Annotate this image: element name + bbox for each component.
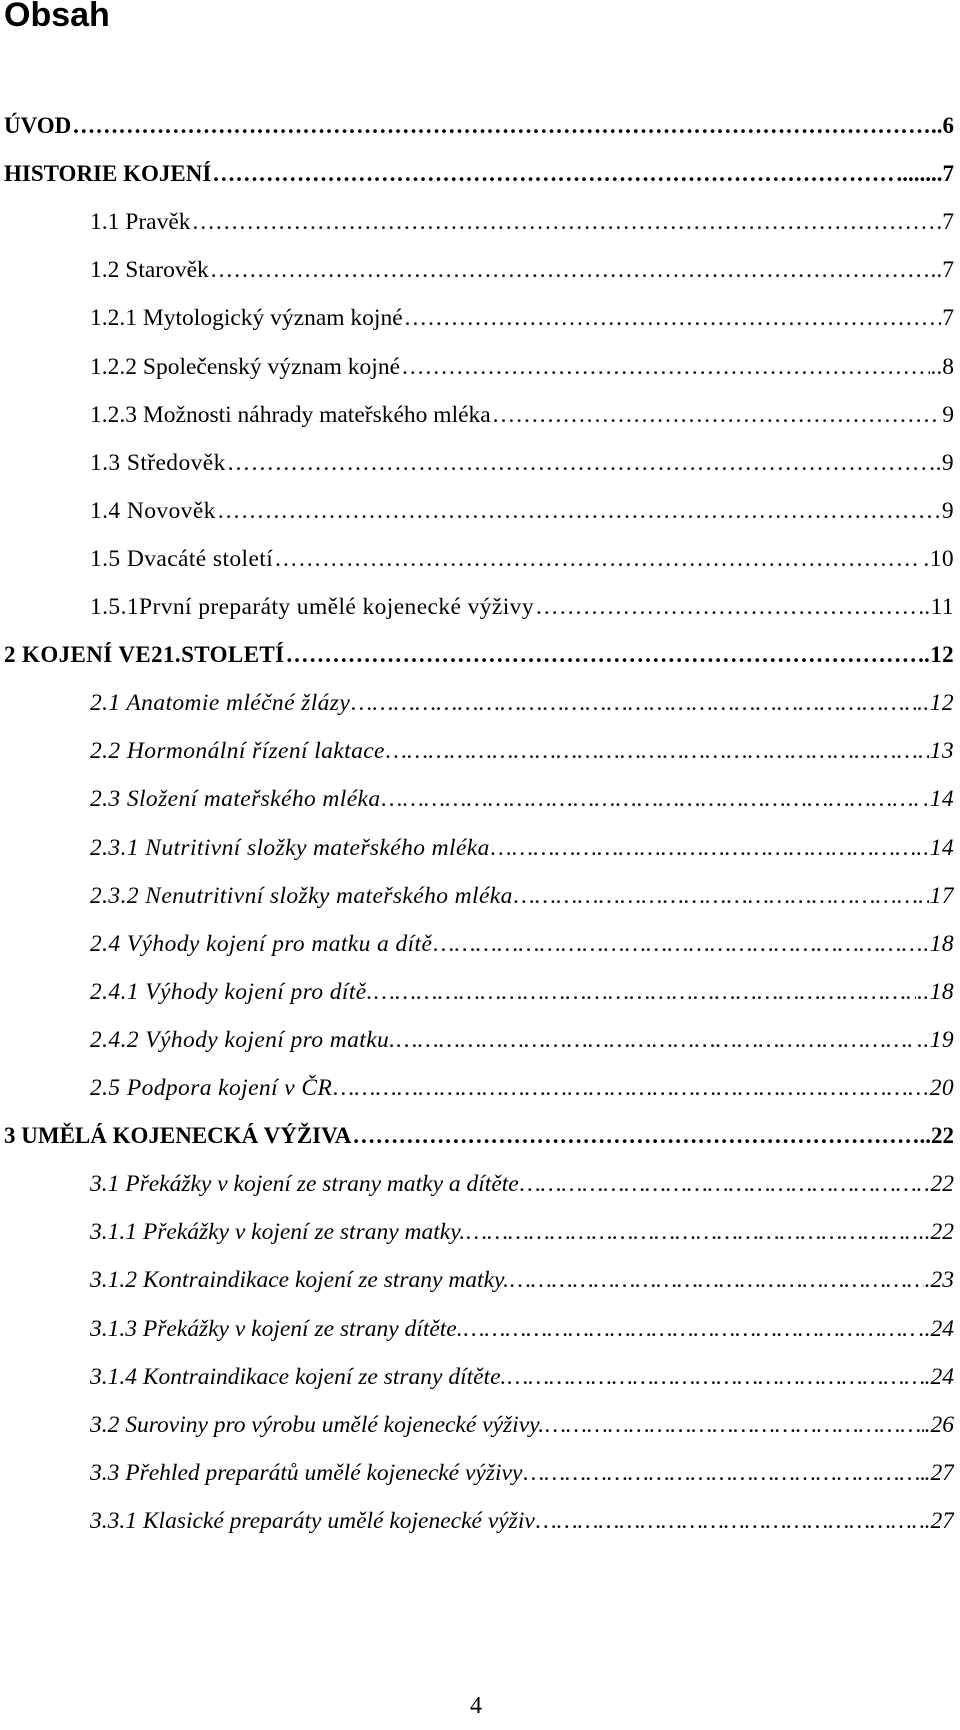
- toc-label: 3.1.2 Kontraindikace kojení ze strany matky.: [90, 1267, 510, 1293]
- dot-leader: [510, 1260, 924, 1300]
- toc-label: 3.2 Suroviny pro výrobu umělé kojenecké výživy.: [90, 1412, 545, 1438]
- toc-entry-1-2[interactable]: [90, 250, 954, 290]
- dot-leader: [382, 779, 923, 819]
- toc-entry-3-1-3[interactable]: [90, 1309, 954, 1349]
- toc-entry-3-1[interactable]: [90, 1164, 954, 1204]
- toc-label: 2.5 Podpora kojení v ČR: [90, 1075, 333, 1101]
- toc-label: 2.1 Anatomie mléčné žlázy: [90, 690, 351, 716]
- toc-label: ÚVOD: [4, 113, 72, 138]
- toc-label: 2.3.2 Nenutritivní složky mateřského mléka: [90, 883, 513, 909]
- toc-page: ..18: [917, 931, 954, 957]
- dot-leader: [433, 924, 916, 964]
- dot-leader: [274, 539, 922, 579]
- toc-page: ........7: [896, 161, 954, 186]
- dot-leader: [536, 1501, 924, 1541]
- dot-leader: [535, 587, 923, 627]
- toc-label: 1.1 Pravěk: [90, 209, 191, 235]
- toc-page: ..7: [930, 257, 954, 283]
- toc-page: .11: [924, 594, 954, 620]
- toc-label: HISTORIE KOJENÍ: [4, 161, 212, 186]
- dot-leader: [352, 1116, 918, 1156]
- dot-leader: [192, 202, 936, 242]
- toc-page: .26: [924, 1412, 954, 1438]
- toc-label: 1.5.1První preparáty umělé kojenecké výživy: [90, 594, 534, 620]
- dot-leader: [520, 1164, 930, 1204]
- toc-entry-2-3-1[interactable]: [90, 828, 954, 868]
- dot-leader: [466, 1212, 918, 1252]
- toc-page: .7: [936, 209, 954, 235]
- toc-label: 3.3 Přehled preparátů umělé kojenecké výživy: [90, 1460, 523, 1486]
- toc-entry-2-5[interactable]: [90, 1068, 954, 1108]
- toc-page: .14: [923, 835, 954, 861]
- toc-page: .27: [924, 1508, 954, 1534]
- toc-entry-3-umela-vyziva[interactable]: [4, 1116, 954, 1156]
- toc-label: 2.4.2 Výhody kojení pro matku.: [90, 1027, 396, 1053]
- dot-leader: [545, 1405, 923, 1445]
- toc-entry-1-2-1[interactable]: [90, 298, 954, 338]
- toc-entry-3-1-1[interactable]: [90, 1212, 954, 1252]
- toc-label: 3.1.3 Překážky v kojení ze strany dítěte.: [90, 1316, 463, 1342]
- page-number: 4: [470, 1693, 482, 1719]
- dot-leader: [333, 1068, 922, 1108]
- toc-page: ..8: [930, 354, 954, 380]
- dot-leader: [404, 298, 942, 338]
- dot-leader: [514, 876, 929, 916]
- toc-entry-1-2-2[interactable]: [90, 347, 954, 387]
- toc-entry-1-4[interactable]: [90, 491, 954, 531]
- toc-label: 2.2 Hormonální řízení laktace: [90, 738, 385, 764]
- toc-label: 3.3.1 Klasické preparáty umělé kojenecké výživ: [90, 1508, 535, 1534]
- page-title: Obsah: [4, 0, 110, 34]
- toc-entry-2-1[interactable]: [90, 683, 954, 723]
- dot-leader: [492, 395, 942, 435]
- toc-page: ..22: [919, 1123, 954, 1148]
- toc-page: .27: [924, 1460, 954, 1486]
- toc-entry-3-3-1[interactable]: [90, 1501, 954, 1541]
- toc-page: ..12: [917, 690, 954, 716]
- toc-page: 9: [942, 402, 954, 428]
- toc-label: 3.1.4 Kontraindikace kojení ze strany dítěte.: [90, 1364, 507, 1390]
- dot-leader: [464, 1309, 918, 1349]
- toc-entry-2-4-2[interactable]: [90, 1020, 954, 1060]
- toc-page: .20: [923, 1075, 954, 1101]
- toc-page: ..18: [917, 979, 954, 1005]
- dot-leader: [217, 491, 941, 531]
- dot-leader: [285, 635, 923, 675]
- toc-page: 22: [930, 1171, 954, 1197]
- toc-entry-1-1[interactable]: [90, 202, 954, 242]
- toc-entry-2-3[interactable]: [90, 779, 954, 819]
- toc-entry-historie-kojeni[interactable]: [4, 154, 954, 194]
- toc-entry-2-kojeni[interactable]: [4, 635, 954, 675]
- toc-entry-3-2[interactable]: [90, 1405, 954, 1445]
- dot-leader: [227, 443, 929, 483]
- toc-label: 2.4 Výhody kojení pro matku a dítě: [90, 931, 433, 957]
- toc-entry-3-1-4[interactable]: [90, 1357, 954, 1397]
- toc-label: 2 KOJENÍ VE21.STOLETÍ: [4, 642, 285, 667]
- toc-page: ..9: [929, 450, 954, 476]
- toc-label: 1.2.1 Mytologický význam kojné: [90, 305, 403, 331]
- dot-leader: [401, 347, 929, 387]
- toc-label: 3 UMĚLÁ KOJENECKÁ VÝŽIVA: [4, 1123, 352, 1148]
- toc-label: 1.5 Dvacáté století: [90, 546, 274, 572]
- dot-leader: [523, 1453, 923, 1493]
- toc-entry-1-5-1[interactable]: [90, 587, 954, 627]
- toc-label: 1.3 Středověk: [90, 450, 226, 476]
- dot-leader: [396, 1020, 916, 1060]
- toc-entry-1-5[interactable]: [90, 539, 954, 579]
- toc-entry-1-2-3[interactable]: [90, 395, 954, 435]
- toc-page: 9: [941, 498, 954, 524]
- toc-entry-uvod[interactable]: [4, 106, 954, 146]
- toc-label: 2.3.1 Nutritivní složky mateřského mléka: [90, 835, 490, 861]
- toc-page: .23: [924, 1267, 954, 1293]
- toc-label: 2.3 Složení mateřského mléka: [90, 786, 381, 812]
- dot-leader: [210, 250, 930, 290]
- toc-entry-2-4[interactable]: [90, 924, 954, 964]
- toc-page: 7: [942, 305, 954, 331]
- dot-leader: [507, 1357, 923, 1397]
- toc-page: .10: [923, 546, 954, 572]
- dot-leader: [374, 972, 916, 1012]
- toc-label: 1.2.3 Možnosti náhrady mateřského mléka: [90, 402, 491, 428]
- toc-label: 3.1.1 Překážky v kojení ze strany matky.: [90, 1219, 466, 1245]
- toc-page: ..22: [918, 1219, 954, 1245]
- toc-entry-3-3[interactable]: [90, 1453, 954, 1493]
- dot-leader: [72, 106, 930, 146]
- dot-leader: [351, 683, 916, 723]
- toc-label: 3.1 Překážky v kojení ze strany matky a dítěte: [90, 1171, 519, 1197]
- dot-leader: [212, 154, 895, 194]
- toc-page: ..19: [917, 1027, 954, 1053]
- toc-label: 1.2.2 Společenský význam kojné: [90, 354, 401, 380]
- toc-entry-1-3[interactable]: [90, 443, 954, 483]
- toc-page: ..6: [931, 113, 954, 138]
- toc-entry-2-2[interactable]: [90, 731, 954, 771]
- toc-page: ..24: [918, 1316, 954, 1342]
- toc-page: .14: [923, 786, 954, 812]
- toc-page: 13: [929, 738, 954, 764]
- toc-entry-3-1-2[interactable]: [90, 1260, 954, 1300]
- dot-leader: [386, 731, 929, 771]
- dot-leader: [491, 828, 923, 868]
- toc-page: .24: [924, 1364, 954, 1390]
- toc-entry-2-4-1[interactable]: [90, 972, 954, 1012]
- toc-label: 1.2 Starověk: [90, 257, 209, 283]
- toc-page: .12: [924, 642, 954, 667]
- toc-label: 1.4 Novověk: [90, 498, 216, 524]
- toc-entry-2-3-2[interactable]: [90, 876, 954, 916]
- toc-label: 2.4.1 Výhody kojení pro dítě.: [90, 979, 373, 1005]
- toc-page: 17: [929, 883, 954, 909]
